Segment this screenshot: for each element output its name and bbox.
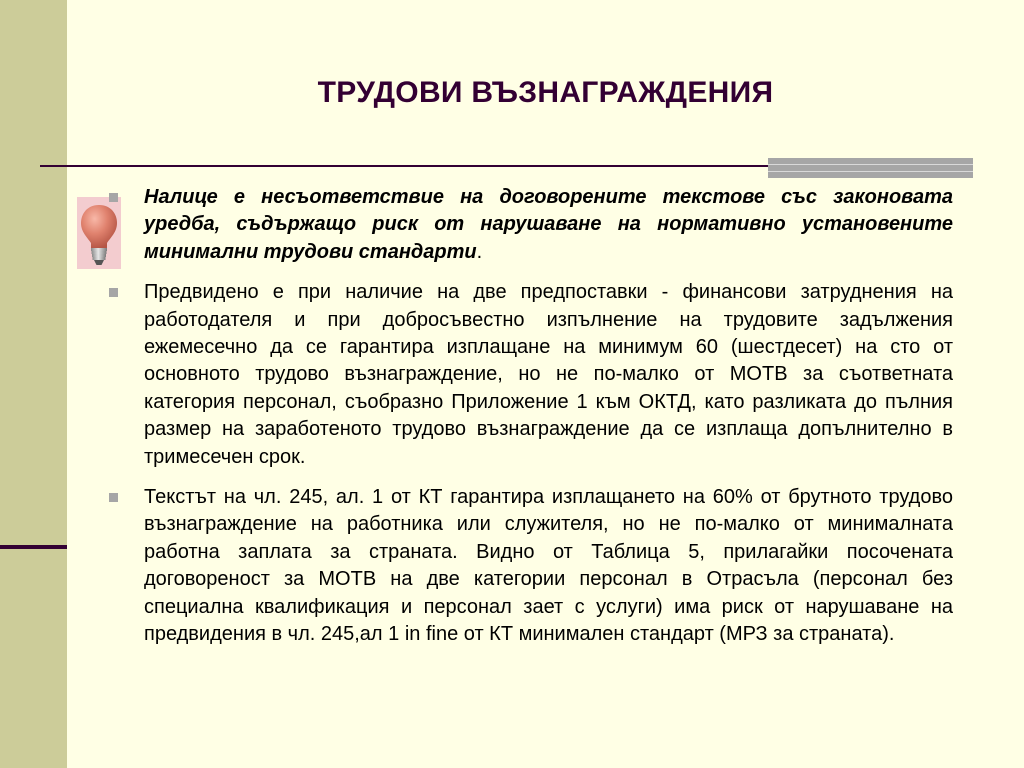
title-divider [40,165,770,167]
title-accent-bar [768,158,973,178]
bullet-text-1: Налице е несъответствие на договорените текстове със законовата уредба, съдържащо риск от нарушаване на нормативно установените минимални трудови стандарти [144,186,953,263]
bullet-item-1 [100,184,953,266]
bullet-list [100,184,953,662]
bullet-text-1-period: . [476,240,483,263]
left-band-rule [0,545,67,549]
slide-title: ТРУДОВИ ВЪЗНАГРАЖДЕНИЯ [317,76,774,109]
bullet-item-3 [100,484,953,648]
square-bullet-icon [109,288,118,297]
left-decorative-band [0,0,67,768]
square-bullet-icon [109,493,118,502]
square-bullet-icon [109,193,118,202]
bullet-item-2 [100,279,953,471]
bullet-text-2: Предвидено е при наличие на две предпоставки - финансови затруднения на работодателя и при добросъвестно изпълнение на трудовите задължения ежемесечно да се гарантира изплащане на минимум 60 (шестдесет) на сто от основното трудово възнаграждение, но не по-малко от МОТВ за съответната категория персонал, съобразно Приложение 1 към ОКТД, като разликата до пълния размер на заработеното трудово възнаграждение да се изплаща допълнително в тримесечен срок. [144,281,953,468]
bullet-text-3: Текстът на чл. 245, ал. 1 от КТ гарантира изплащането на 60% от брутното трудово възнаграждение на работника или служителя, но не по-малко от минималната работна заплата за страната. Видно от Таблица 5, прилагайки посочената договореност за МОТВ на две категории персонал в Отрасъла (персонал без специална квалификация и персонал зает с услуги) има риск от нарушаване на предвидения в чл. 245,ал 1 in fine от КТ минимален стандарт (МРЗ за страната). [144,486,953,646]
